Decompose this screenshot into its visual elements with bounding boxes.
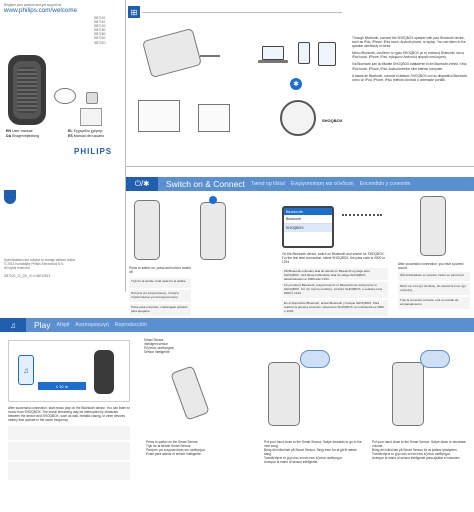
sensor-switch-text: Press to switch on the Smart Sensor. Tryk for at tænde Smart Sensor. Πατήστε για ενεργοποίηση του αισθητήρα. Pulse para activar el sensor inteligente. bbox=[146, 440, 206, 457]
bt-text-el: Στη συσκευή Bluetooth, ενεργοποιήστε το Bluetooth και αναζητήστε το SHOQBOX. Για την πρώτη σύνδεση, επιλέξτε SHOQBOX, ο κωδικός είναι 0000 ή 1234. bbox=[282, 282, 388, 298]
speaker-overview-image bbox=[142, 28, 202, 78]
manual-image bbox=[80, 108, 102, 126]
speaker-play-image bbox=[94, 350, 114, 394]
power-text-el: Πατήστε για ενεργοποίηση, πατήστε παρατεταμένα για απενεργοποίηση. bbox=[129, 290, 191, 302]
shoqbox-device-row[interactable]: SHOQBOX bbox=[284, 224, 332, 232]
volume-text: Put your hand close to the Smart Sensor. Swipe down to decrease volume. Bring din hånd tæt på Smart Sensor for at justere lydstyrken. Τοποθετήστε το χέρι σας κοντά στον έξυπνο αισθητήρα. Acerque la mano al sensor inteligente para ajustar el volumen. bbox=[372, 440, 466, 461]
legal-block: Specifications are subject to change without notice © 2013 Koninklijke Philips Electronics N.V. All rights reserved. SB7100_12_QS_V1.b WK13513 bbox=[4, 258, 76, 279]
signal-dots bbox=[342, 214, 382, 216]
speaker-power-image bbox=[134, 200, 160, 260]
power-cable-icon bbox=[200, 55, 220, 57]
section-bar-play bbox=[0, 318, 474, 332]
outlet-box bbox=[198, 104, 230, 132]
power-text-da: Tryk for at tænde, hold nede for at slukke. bbox=[129, 278, 191, 288]
register-text: Register your product and get support at bbox=[4, 3, 62, 7]
philips-shield-icon bbox=[4, 190, 16, 204]
connect-overview-icon: ⊞ bbox=[128, 6, 140, 18]
paired-step-text: After successful connection, you hear a paired sound. bbox=[398, 262, 464, 271]
shoqbox-device-image bbox=[280, 100, 316, 136]
paired-text-es: Tras la conexión correcta, oirá un sonido de emparejamiento. bbox=[398, 297, 470, 309]
section-bar-connect bbox=[126, 177, 474, 191]
play-translation-es: Reproducción bbox=[114, 322, 147, 328]
shoqbox-label: SHOQBOX bbox=[322, 118, 343, 123]
philips-logo: PHILIPS bbox=[74, 147, 113, 156]
smart-sensor-labels: Smart Sensor Intelligent sensor Έξυπνος αισθητήρας Sensor inteligente bbox=[144, 338, 174, 355]
play-text: After successful connection, start music play on the Bluetooth device. You can listen to music from SHOQBOX. The music streaming may be interrupted by obstacles between the device and SHOQBOX, such as wall, metallic casing, or other devices nearby that operate in the same frequency. bbox=[8, 406, 130, 423]
play-text-el bbox=[8, 442, 130, 460]
range-arrow: ≤ 10 m bbox=[38, 382, 86, 390]
adapter-box bbox=[138, 100, 180, 132]
led-indicator-icon bbox=[209, 196, 217, 204]
section-title-play: Play bbox=[34, 320, 51, 330]
play-translation-da: Afspil bbox=[56, 322, 70, 328]
cover-header bbox=[4, 3, 124, 15]
phone-bluetooth-screen: Bluetooth Bluetooth SHOQBOX bbox=[282, 206, 334, 248]
laptop-icon bbox=[262, 46, 284, 60]
speaker-paired-image bbox=[420, 196, 446, 256]
speaker-blink-image bbox=[200, 202, 226, 260]
play-text-es bbox=[8, 462, 130, 480]
connect-intro-text: Through Bluetooth, connect the SHOQBOX speaker with your Bluetooth device, such as iPod, iPhone, iPad touch, Android phone, or laptop. You can listen to the speaker wirelessly or wired. Μέσω Bluetooth, συνδέστε το ηχείο SHOQBOX με τη συσκευή Bluetooth, όπως iPod touch, iPhone, iPad, τηλέφωνο Android ή φορητό υπολογιστή. Via Bluetooth kan du tilslutte SHOQBOX-højttaleren til din Bluetooth-enhed, f.eks. iPod touch, iPhone, iPad, Android-telefon eller bærbar computer. A través de Bluetooth, conecte el altavoz SHOQBOX con su dispositivo Bluetooth, como un iPod, iPhone, iPad, teléfono Android u ordenador portátil. bbox=[352, 36, 468, 82]
bluetooth-icon: ✱ bbox=[290, 78, 302, 90]
phone-play-icon: ♫ bbox=[18, 355, 34, 385]
bt-text-es: En el dispositivo Bluetooth, active Bluetooth y busque SHOQBOX. Para realizar la primera conexión, seleccione SHOQBOX, la contraseña es 0000 o 1234. bbox=[282, 300, 388, 316]
phone-icon bbox=[298, 42, 310, 64]
welcome-url[interactable]: www.philips.com/welcome bbox=[4, 7, 78, 15]
connect-translation-es: Encendido y conexión bbox=[359, 181, 411, 187]
bt-step-text: On the Bluetooth device, switch on Bluetooth and search for SHOQBOX. For the first time connection, select SHOQBOX, the pass code is 0000 or 1234. bbox=[282, 252, 385, 265]
music-note-icon: ♫ bbox=[0, 318, 26, 332]
connect-translation-el: Ενεργοποίηση και σύνδεση bbox=[290, 181, 354, 187]
hand-volume-icon bbox=[420, 350, 450, 368]
play-translation-el: Αναπαραγωγή bbox=[75, 322, 109, 328]
tablet-icon bbox=[318, 42, 336, 66]
paired-text-el: Μετά την επιτυχή σύνδεση, θα ακούσετε έναν ήχο σύζευξης. bbox=[398, 283, 470, 295]
section-title-connect: Switch on & Connect bbox=[166, 179, 245, 189]
power-text-es: Pulse para encender; manténgalo pulsado para apagarlo. bbox=[129, 304, 191, 316]
smart-sensor-text: Put your hand close to the Smart Sensor. Swipe forwards to go to the next song. Bring din hånd tæt på Smart Sensor. Stryg frem for at gå til næste sang. Τοποθετήστε το χέρι σας κοντά στον έξυπνο αισθητήρα. Acerque la mano al sensor inteligente. bbox=[264, 440, 362, 465]
power-step-text: Press to switch on, press and hold to switch off. bbox=[129, 266, 191, 275]
play-text-da bbox=[8, 426, 130, 440]
speaker-sensor-image bbox=[170, 365, 210, 420]
paired-text-da: Når forbindelsen er oprettet, høres en parret lyd. bbox=[398, 272, 470, 281]
usb-cable-image bbox=[54, 88, 76, 104]
charger-image bbox=[86, 92, 98, 104]
bt-text-da: På Bluetooth-enheden skal du tænde for Bluetooth og søge efter SHOQBOX. Ved første forbindelse skal du vælge SHOQBOX, adgangskoden er 0000 eller 1234. bbox=[282, 268, 388, 280]
model-list: SB7100 SB7110 SB7120 SB7150 SB7180 SB7200 SB7220 bbox=[94, 16, 106, 45]
hand-swipe-icon bbox=[300, 350, 330, 368]
connect-translation-da: Tænd og tilslut bbox=[250, 181, 285, 187]
power-bluetooth-icon: ⏻/✱ bbox=[126, 177, 158, 191]
hero-speaker-image bbox=[8, 55, 46, 125]
speaker-swipe-image bbox=[268, 362, 300, 426]
speaker-volume-image bbox=[392, 362, 424, 426]
